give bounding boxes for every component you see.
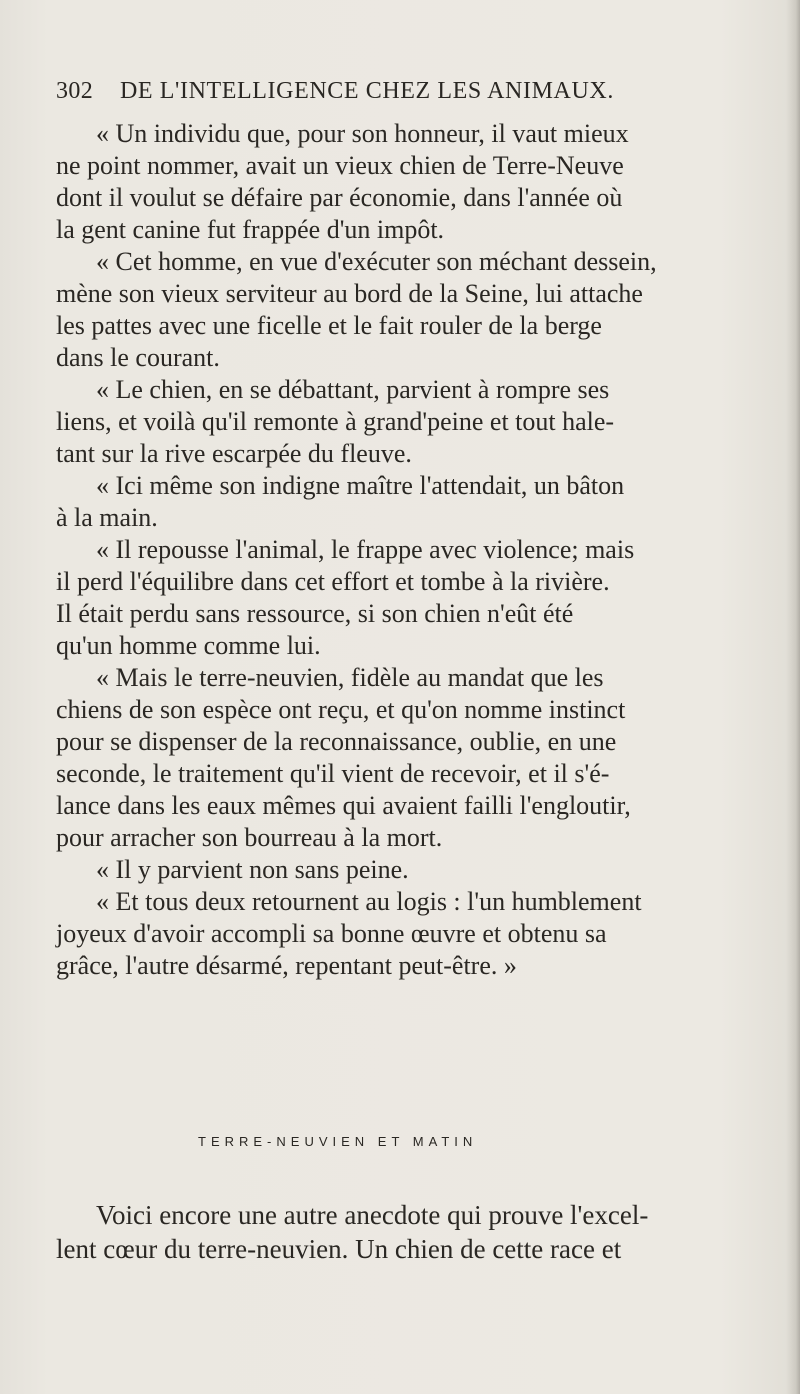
text-line: grâce, l'autre désarmé, repentant peut-être. » — [56, 951, 517, 980]
text-line: qu'un homme comme lui. — [56, 631, 321, 660]
text-line: liens, et voilà qu'il remonte à grand'peine et tout hale- — [56, 407, 615, 436]
text-line: joyeux d'avoir accompli sa bonne œuvre et obtenu sa — [56, 919, 607, 948]
text-line: « Et tous deux retournent au logis : l'un humblement — [96, 887, 642, 916]
text-line: seconde, le traitement qu'il vient de recevoir, et il s'é- — [56, 759, 610, 788]
text-line: mène son vieux serviteur au bord de la Seine, lui attache — [56, 279, 643, 308]
running-title: DE L'INTELLIGENCE CHEZ LES ANIMAUX. — [120, 78, 614, 104]
text-line: « Mais le terre-neuvien, fidèle au mandat que les — [96, 663, 604, 692]
text-line: ne point nommer, avait un vieux chien de Terre-Neuve — [56, 151, 624, 180]
section-heading: TERRE-NEUVIEN ET MATIN — [198, 1134, 478, 1149]
text-line: tant sur la rive escarpée du fleuve. — [56, 439, 412, 468]
closing-text — [56, 1198, 776, 1266]
text-line: lance dans les eaux mêmes qui avaient failli l'engloutir, — [56, 791, 631, 820]
running-head — [56, 78, 776, 114]
text-line: « Il y parvient non sans peine. — [96, 855, 409, 884]
text-line: la gent canine fut frappée d'un impôt. — [56, 215, 445, 244]
text-line: « Ici même son indigne maître l'attendait, un bâton — [96, 471, 625, 500]
text-line: « Il repousse l'animal, le frappe avec violence; mais — [96, 535, 635, 564]
text-line: il perd l'équilibre dans cet effort et tombe à la rivière. — [56, 567, 610, 596]
text-line: « Cet homme, en vue d'exécuter son méchant dessein, — [96, 247, 657, 276]
text-line: chiens de son espèce ont reçu, et qu'on nomme instinct — [56, 695, 626, 724]
page-edge-shadow — [786, 0, 800, 1394]
text-line: Il était perdu sans ressource, si son chien n'eût été — [56, 599, 574, 628]
text-line: pour se dispenser de la reconnaissance, oublie, en une — [56, 727, 617, 756]
text-line: Voici encore une autre anecdote qui prouve l'excel- — [96, 1200, 649, 1230]
body-text — [56, 118, 776, 982]
text-line: dans le courant. — [56, 343, 220, 372]
text-line: « Le chien, en se débattant, parvient à rompre ses — [96, 375, 610, 404]
text-line: lent cœur du terre-neuvien. Un chien de cette race et — [56, 1234, 622, 1264]
text-line: pour arracher son bourreau à la mort. — [56, 823, 443, 852]
text-line: à la main. — [56, 503, 158, 532]
text-line: « Un individu que, pour son honneur, il vaut mieux — [96, 119, 629, 148]
page-number: 302 — [56, 78, 94, 104]
text-line: dont il voulut se défaire par économie, dans l'année où — [56, 183, 623, 212]
text-line: les pattes avec une ficelle et le fait rouler de la berge — [56, 311, 602, 340]
